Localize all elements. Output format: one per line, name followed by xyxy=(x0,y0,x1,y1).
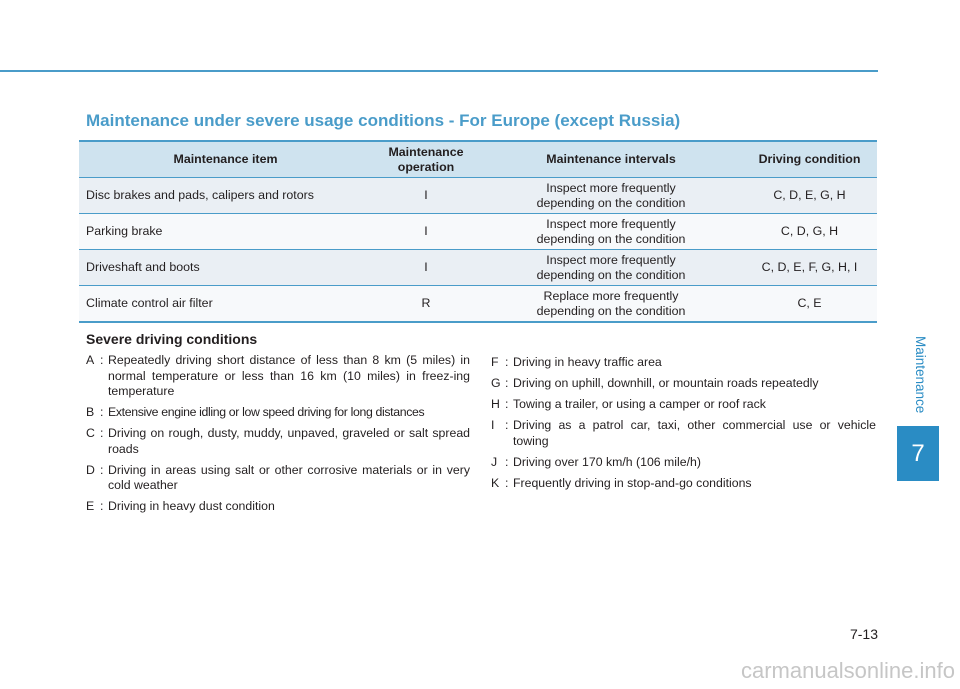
condition-item xyxy=(86,405,470,421)
condition-item xyxy=(86,426,470,457)
condition-letter: B xyxy=(86,405,95,419)
cell-item: Disc brakes and pads, calipers and rotors xyxy=(79,178,372,214)
table-row xyxy=(79,214,877,250)
conditions-left-column xyxy=(86,353,470,520)
condition-colon: : xyxy=(505,397,509,411)
header-maintenance-operation: Maintenance operation xyxy=(372,141,480,178)
cell-operation: R xyxy=(372,286,480,323)
condition-letter: I xyxy=(491,418,495,432)
condition-colon: : xyxy=(100,499,104,513)
maintenance-table xyxy=(79,140,877,323)
condition-item xyxy=(86,353,470,400)
cell-condition: C, D, E, F, G, H, I xyxy=(742,250,877,286)
condition-item xyxy=(491,476,876,492)
table-row xyxy=(79,286,877,323)
condition-text: Repeatedly driving short distance of less than 8 km (5 miles) in normal temperature or less than 16 km (10 miles) in freez-ing temperature xyxy=(108,353,470,398)
condition-text: Driving as a patrol car, taxi, other commercial use or vehicle towing xyxy=(513,418,876,448)
condition-item xyxy=(86,499,470,515)
condition-colon: : xyxy=(100,405,104,419)
condition-colon: : xyxy=(505,376,509,390)
table-header-row xyxy=(79,141,877,178)
interval-line-2: depending on the condition xyxy=(536,231,686,246)
page-number: 7-13 xyxy=(849,626,878,642)
condition-colon: : xyxy=(505,475,509,490)
condition-item xyxy=(491,355,876,371)
condition-letter: D xyxy=(86,462,95,477)
cell-item: Parking brake xyxy=(79,214,372,250)
condition-letter: K xyxy=(491,475,500,490)
cell-operation: I xyxy=(372,178,480,214)
condition-text: Driving in areas using salt or other corrosive materials or in very cold weather xyxy=(108,462,470,492)
condition-letter: J xyxy=(491,454,498,469)
condition-letter: E xyxy=(86,499,95,513)
condition-text: Extensive engine idling or low speed driving for long distances xyxy=(108,405,425,419)
conditions-right-column xyxy=(491,355,876,497)
condition-item xyxy=(491,376,876,392)
table-row xyxy=(79,178,877,214)
cell-interval xyxy=(480,178,742,214)
interval-line-2: depending on the condition xyxy=(536,195,686,210)
condition-colon: : xyxy=(100,426,104,440)
cell-condition: C, D, E, G, H xyxy=(742,178,877,214)
cell-operation: I xyxy=(372,214,480,250)
condition-letter: F xyxy=(491,355,499,369)
cell-interval xyxy=(480,286,742,323)
top-rule xyxy=(0,70,878,72)
condition-text: Driving over 170 km/h (106 mile/h) xyxy=(513,454,701,469)
cell-interval xyxy=(480,250,742,286)
cell-interval xyxy=(480,214,742,250)
header-driving-condition: Driving condition xyxy=(742,141,877,178)
header-maintenance-item: Maintenance item xyxy=(79,141,372,178)
side-tab-label: Maintenance xyxy=(913,336,928,414)
header-maintenance-intervals: Maintenance intervals xyxy=(480,141,742,178)
condition-text: Driving on rough, dusty, muddy, unpaved, graveled or salt spread roads xyxy=(108,426,470,456)
condition-colon: : xyxy=(100,462,104,477)
condition-text: Driving in heavy traffic area xyxy=(513,355,662,369)
interval-line-2: depending on the condition xyxy=(536,267,686,282)
condition-colon: : xyxy=(505,418,509,432)
condition-text: Driving in heavy dust condition xyxy=(108,499,275,513)
condition-colon: : xyxy=(505,355,509,369)
condition-colon: : xyxy=(100,353,104,367)
condition-item xyxy=(491,455,876,471)
condition-item xyxy=(86,463,470,494)
cell-item: Driveshaft and boots xyxy=(79,250,372,286)
interval-line-1: Inspect more frequently xyxy=(546,216,676,231)
interval-line-1: Replace more frequently xyxy=(543,288,679,303)
condition-item xyxy=(491,397,876,413)
interval-line-1: Inspect more frequently xyxy=(546,252,676,267)
cell-condition: C, D, G, H xyxy=(742,214,877,250)
condition-colon: : xyxy=(505,454,509,469)
condition-text: Frequently driving in stop-and-go conditions xyxy=(513,475,752,490)
cell-item: Climate control air filter xyxy=(79,286,372,323)
interval-line-2: depending on the condition xyxy=(536,303,686,318)
condition-text: Towing a trailer, or using a camper or roof rack xyxy=(513,397,766,411)
conditions-title: Severe driving conditions xyxy=(86,331,258,347)
chapter-number-tab: 7 xyxy=(897,426,939,481)
interval-line-1: Inspect more frequently xyxy=(546,180,676,195)
section-title: Maintenance under severe usage conditions - For Europe (except Russia) xyxy=(86,111,681,130)
condition-letter: A xyxy=(86,353,95,367)
cell-operation: I xyxy=(372,250,480,286)
condition-letter: C xyxy=(86,426,95,440)
watermark: carmanualsonline.info xyxy=(740,658,955,683)
condition-text: Driving on uphill, downhill, or mountain roads repeatedly xyxy=(513,376,819,390)
condition-letter: H xyxy=(491,397,500,411)
table-row xyxy=(79,250,877,286)
condition-letter: G xyxy=(491,376,501,390)
condition-item xyxy=(491,418,876,449)
cell-condition: C, E xyxy=(742,286,877,323)
